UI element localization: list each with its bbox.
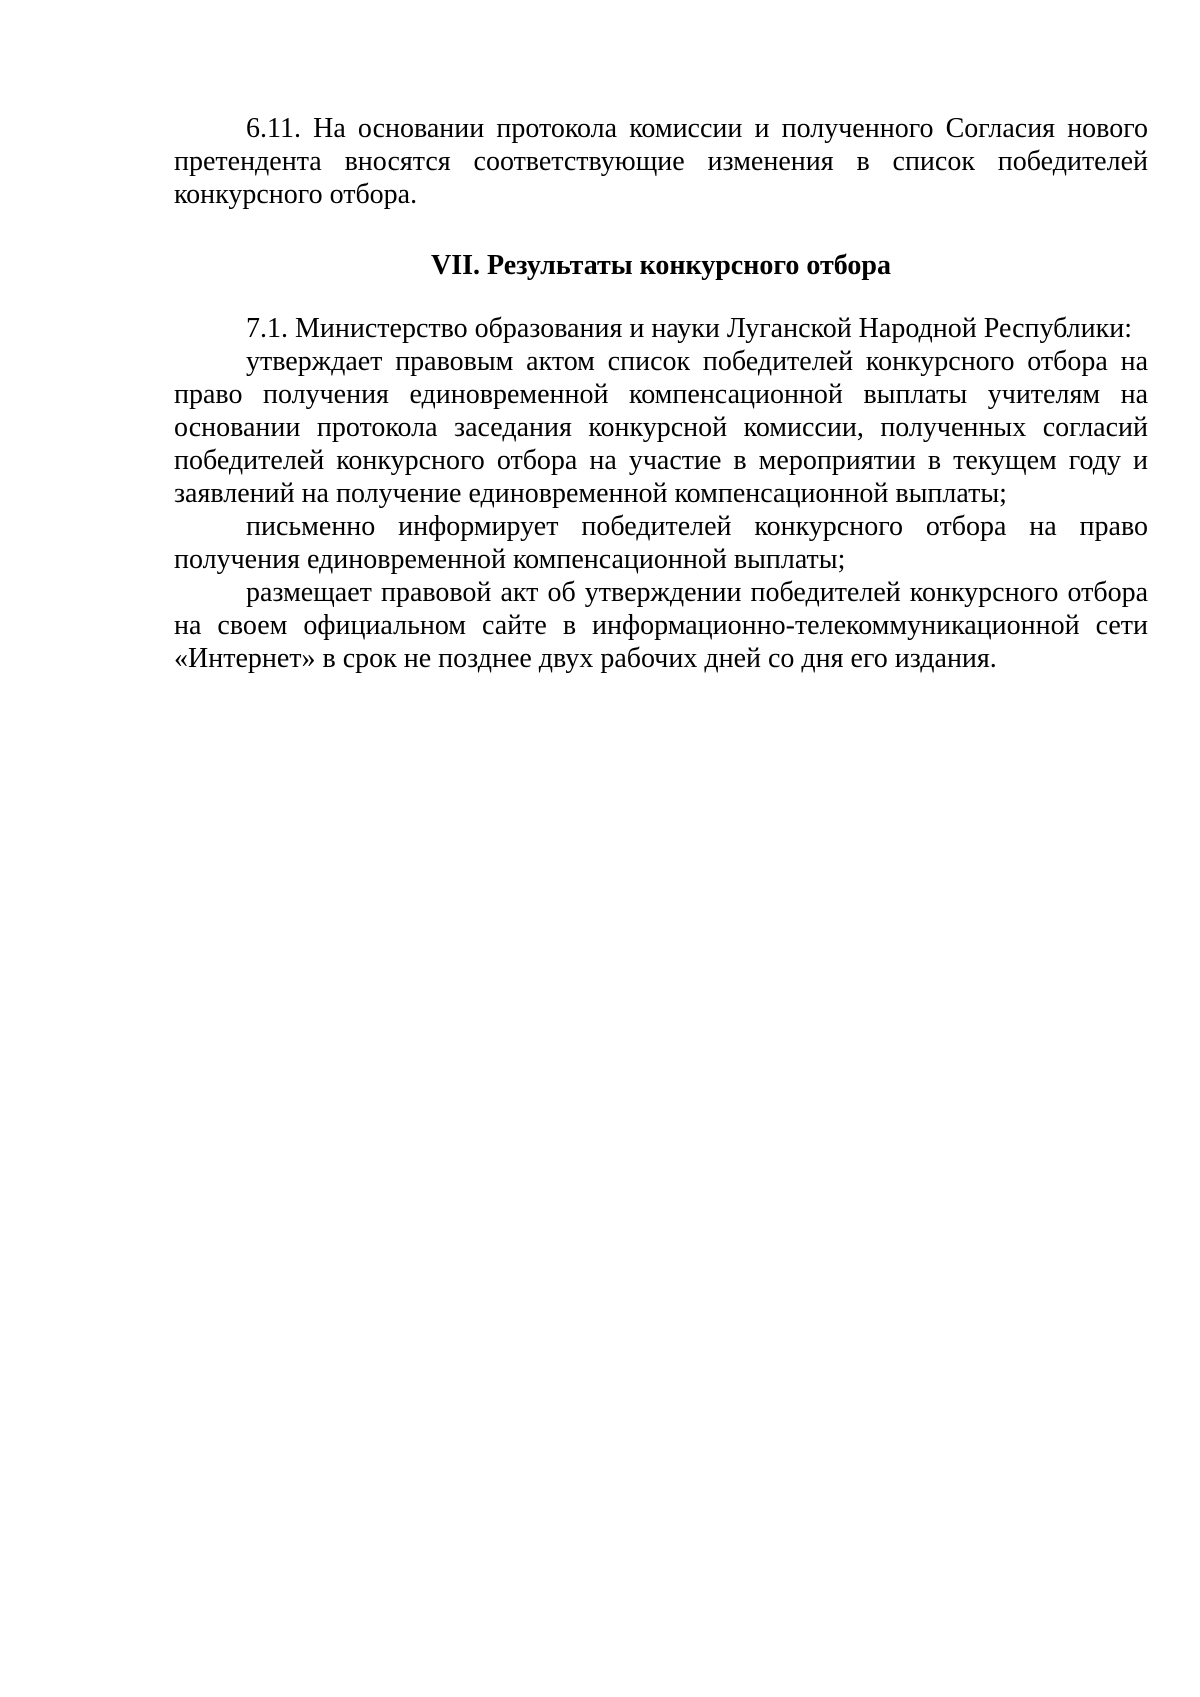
- paragraph-7-1: 7.1. Министерство образования и науки Луганской Народной Республики:: [246, 313, 1132, 344]
- item-informs: письменно информирует победителей конкурсного отбора на право получения единовременной компенсационной выплаты;: [174, 511, 1148, 575]
- paragraph-6-11: 6.11. На основании протокола комиссии и полученного Согласия нового претендента вносятся соответствующие изменения в список победителей конкурсного отбора.: [174, 113, 1148, 210]
- section-heading: VII. Результаты конкурсного отбора: [431, 250, 891, 281]
- item-publishes: размещает правовой акт об утверждении победителей конкурсного отбора на своем официальном сайте в информационно-телекоммуникационной сети «Интернет» в срок не позднее двух рабочих дней со дня его издания.: [174, 577, 1148, 674]
- item-approves: утверждает правовым актом список победителей конкурсного отбора на право получения единовременной компенсационной выплаты учителям на основании протокола заседания конкурсной комиссии, полученных согласий победителей конкурсного отбора на участие в мероприятии в текущем году и заявлений на получение единовременной компенсационной выплаты;: [174, 346, 1148, 509]
- document-body: [174, 112, 1148, 675]
